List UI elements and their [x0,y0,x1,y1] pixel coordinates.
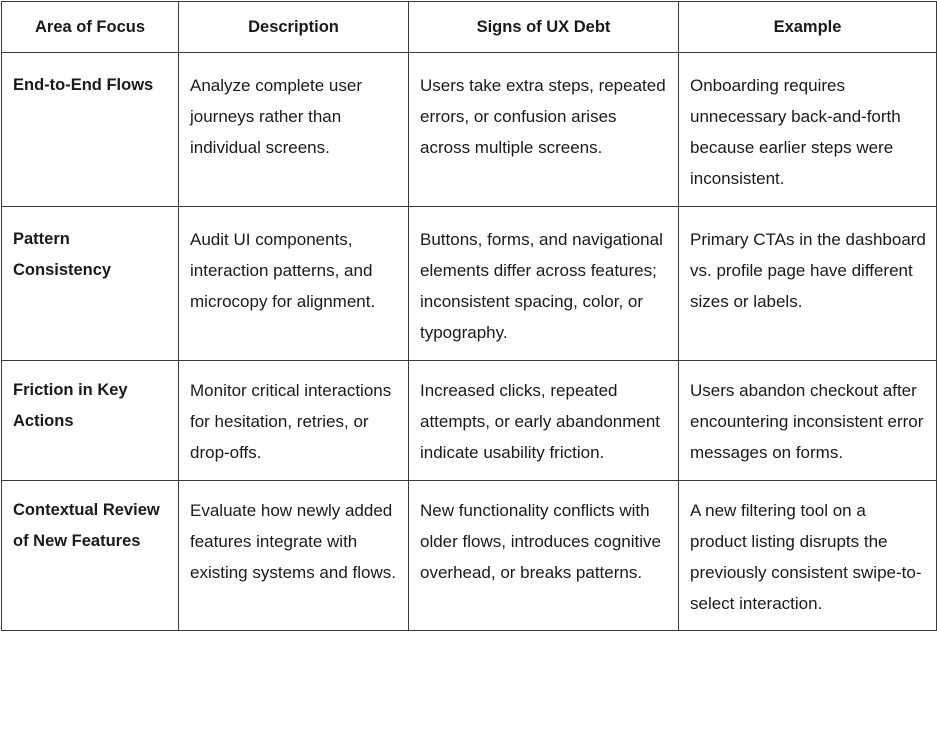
table-row [2,361,937,481]
header-area-of-focus: Area of Focus [2,2,179,53]
example-cell: A new filtering tool on a product listing disrupts the previously consistent swipe-to-select interaction. [679,481,937,631]
example-cell: Primary CTAs in the dashboard vs. profile page have different sizes or labels. [679,207,937,361]
description-cell: Monitor critical interactions for hesitation, retries, or drop-offs. [179,361,409,481]
header-description: Description [179,2,409,53]
area-cell: Pattern Consistency [2,207,179,361]
description-cell: Audit UI components, interaction patterns, and microcopy for alignment. [179,207,409,361]
table-row [2,53,937,207]
description-cell: Analyze complete user journeys rather than individual screens. [179,53,409,207]
table-row [2,207,937,361]
header-row [2,2,937,53]
signs-cell: Increased clicks, repeated attempts, or early abandonment indicate usability friction. [409,361,679,481]
header-example: Example [679,2,937,53]
signs-cell: New functionality conflicts with older flows, introduces cognitive overhead, or breaks patterns. [409,481,679,631]
header-signs-of-ux-debt: Signs of UX Debt [409,2,679,53]
example-cell: Users abandon checkout after encountering inconsistent error messages on forms. [679,361,937,481]
table-row [2,481,937,631]
signs-cell: Users take extra steps, repeated errors, or confusion arises across multiple screens. [409,53,679,207]
area-cell: End-to-End Flows [2,53,179,207]
example-cell: Onboarding requires unnecessary back-and-forth because earlier steps were inconsistent. [679,53,937,207]
area-cell: Contextual Review of New Features [2,481,179,631]
area-cell: Friction in Key Actions [2,361,179,481]
signs-cell: Buttons, forms, and navigational elements differ across features; inconsistent spacing, color, or typography. [409,207,679,361]
ux-debt-table [1,1,937,631]
description-cell: Evaluate how newly added features integrate with existing systems and flows. [179,481,409,631]
